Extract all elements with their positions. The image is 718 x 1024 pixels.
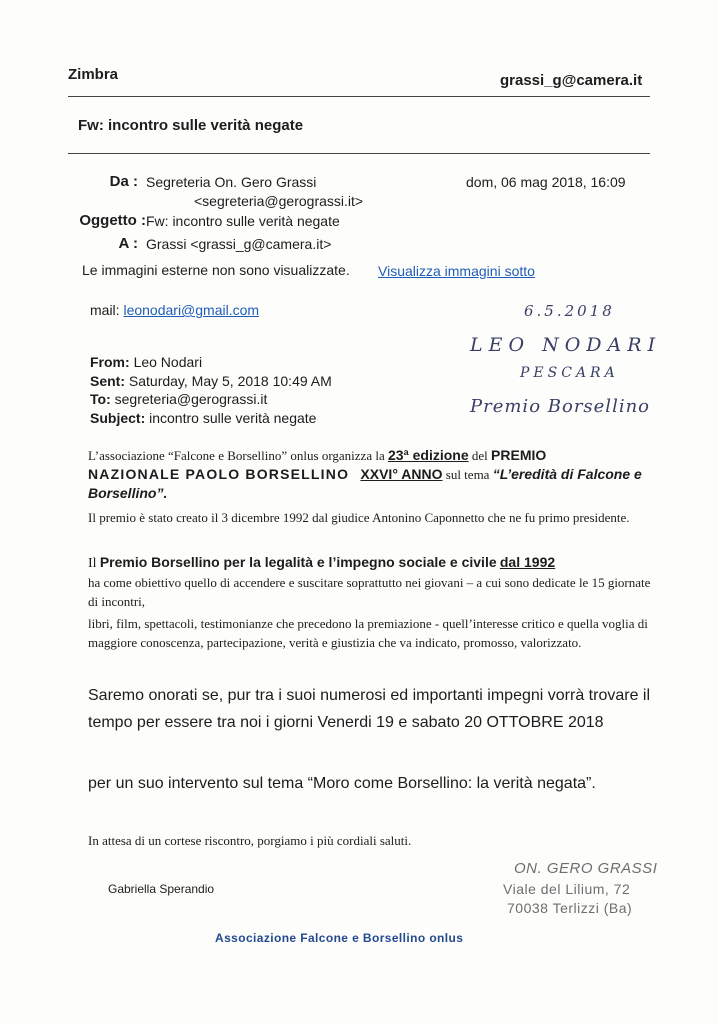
- to-value: Grassi <grassi_g@camera.it>: [146, 236, 332, 252]
- subject-value: Fw: incontro sulle verità negate: [146, 213, 340, 229]
- handwritten-name: LEO NODARI: [470, 334, 662, 356]
- forward-subject: [90, 410, 316, 426]
- paragraph-intro: [88, 446, 648, 503]
- paragraph-premio: [88, 553, 653, 611]
- stamp-street: Viale del Lilium, 72: [503, 881, 631, 897]
- paragraph-topic: per un suo intervento sul tema “Moro come Borsellino: la verità negata”.: [88, 775, 596, 792]
- handwritten-city: PESCARA: [520, 365, 619, 381]
- premio-rest: ha come obiettivo quello di accendere e suscitare soprattutto nei giovani – a cui sono dedicate le 15 giornate di incontri,: [88, 575, 651, 609]
- fw-sent-label: Sent:: [90, 373, 125, 389]
- handwritten-date: 6.5.2018: [524, 302, 615, 320]
- forward-from: [90, 354, 202, 370]
- show-images-link[interactable]: Visualizza immagini sotto: [378, 263, 535, 279]
- from-value: Segreteria On. Gero Grassi: [146, 174, 317, 190]
- fw-sent-value: Saturday, May 5, 2018 10:49 AM: [128, 373, 332, 389]
- fw-to-value: segreteria@gerograssi.it: [114, 391, 268, 407]
- from-label: Da :: [109, 173, 138, 190]
- fw-to-label: To:: [90, 391, 111, 407]
- fw-subject-label: Subject:: [90, 410, 146, 426]
- intro-premio: PREMIO: [491, 447, 547, 463]
- premio-il: Il: [88, 556, 97, 571]
- mail-label: mail:: [90, 302, 120, 318]
- intro-text-b: del: [471, 448, 488, 463]
- mail-line: [90, 302, 259, 318]
- fw-from-label: From:: [90, 354, 130, 370]
- app-name: Zimbra: [68, 66, 119, 83]
- fw-subject-value: incontro sulle verità negate: [149, 410, 317, 426]
- to-label: A :: [118, 235, 138, 252]
- paragraph-founded: Il premio è stato creato il 3 dicembre 1992 dal giudice Antonino Caponnetto che ne fu primo presidente.: [88, 510, 630, 525]
- footer-association: Associazione Falcone e Borsellino onlus: [215, 931, 464, 945]
- intro-text-a: L’associazione “Falcone e Borsellino” onlus organizza la: [88, 448, 385, 463]
- message-date: dom, 06 mag 2018, 16:09: [466, 174, 626, 190]
- intro-edition: 23ª edizione: [387, 447, 469, 463]
- fw-from-value: Leo Nodari: [133, 354, 203, 370]
- subject-label: Oggetto :: [79, 212, 146, 229]
- forward-sent: [90, 373, 332, 389]
- account-email: grassi_g@camera.it: [500, 72, 643, 89]
- intro-text-c: sul tema: [445, 467, 490, 482]
- external-images-note: Le immagini esterne non sono visualizzate.: [82, 262, 350, 278]
- header-divider: [68, 96, 650, 97]
- signature: Gabriella Sperandio: [108, 882, 215, 896]
- handwritten-note: Premio Borsellino: [470, 396, 651, 417]
- paragraph-invitation: Saremo onorati se, pur tra i suoi numerosi ed importanti impegni vorrà trovare il tempo per essere tra noi i giorni Venerdi 19 e sabato 20 OTTOBRE 2018: [88, 687, 651, 731]
- forward-to: [90, 391, 267, 407]
- premio-title: Premio Borsellino per la legalità e l’impegno sociale e civile: [99, 554, 497, 570]
- intro-nazionale: NAZIONALE PAOLO BORSELLINO: [88, 466, 350, 482]
- message-title: Fw: incontro sulle verità negate: [78, 117, 304, 134]
- premio-dal: dal 1992: [499, 554, 556, 570]
- title-divider: [68, 153, 650, 154]
- mail-address-link[interactable]: leonodari@gmail.com: [123, 302, 260, 318]
- intro-tema: “L’eredità di Falcone e Borsellino”.: [88, 466, 642, 501]
- paragraph-closing: In attesa di un cortese riscontro, porgiamo i più cordiali saluti.: [88, 833, 412, 848]
- from-email: <segreteria@gerograssi.it>: [194, 193, 364, 209]
- paragraph-activities: libri, film, spettacoli, testimonianze che precedono la premiazione - quell’interesse critico e quella voglia di maggiore conoscenza, partecipazione, verità e giustizia che va indicato, promosso, valorizzato.: [88, 616, 648, 650]
- intro-anno: XXVI° ANNO: [360, 466, 443, 482]
- stamp-name: ON. GERO GRASSI: [514, 860, 658, 877]
- stamp-city: 70038 Terlizzi (Ba): [507, 900, 633, 916]
